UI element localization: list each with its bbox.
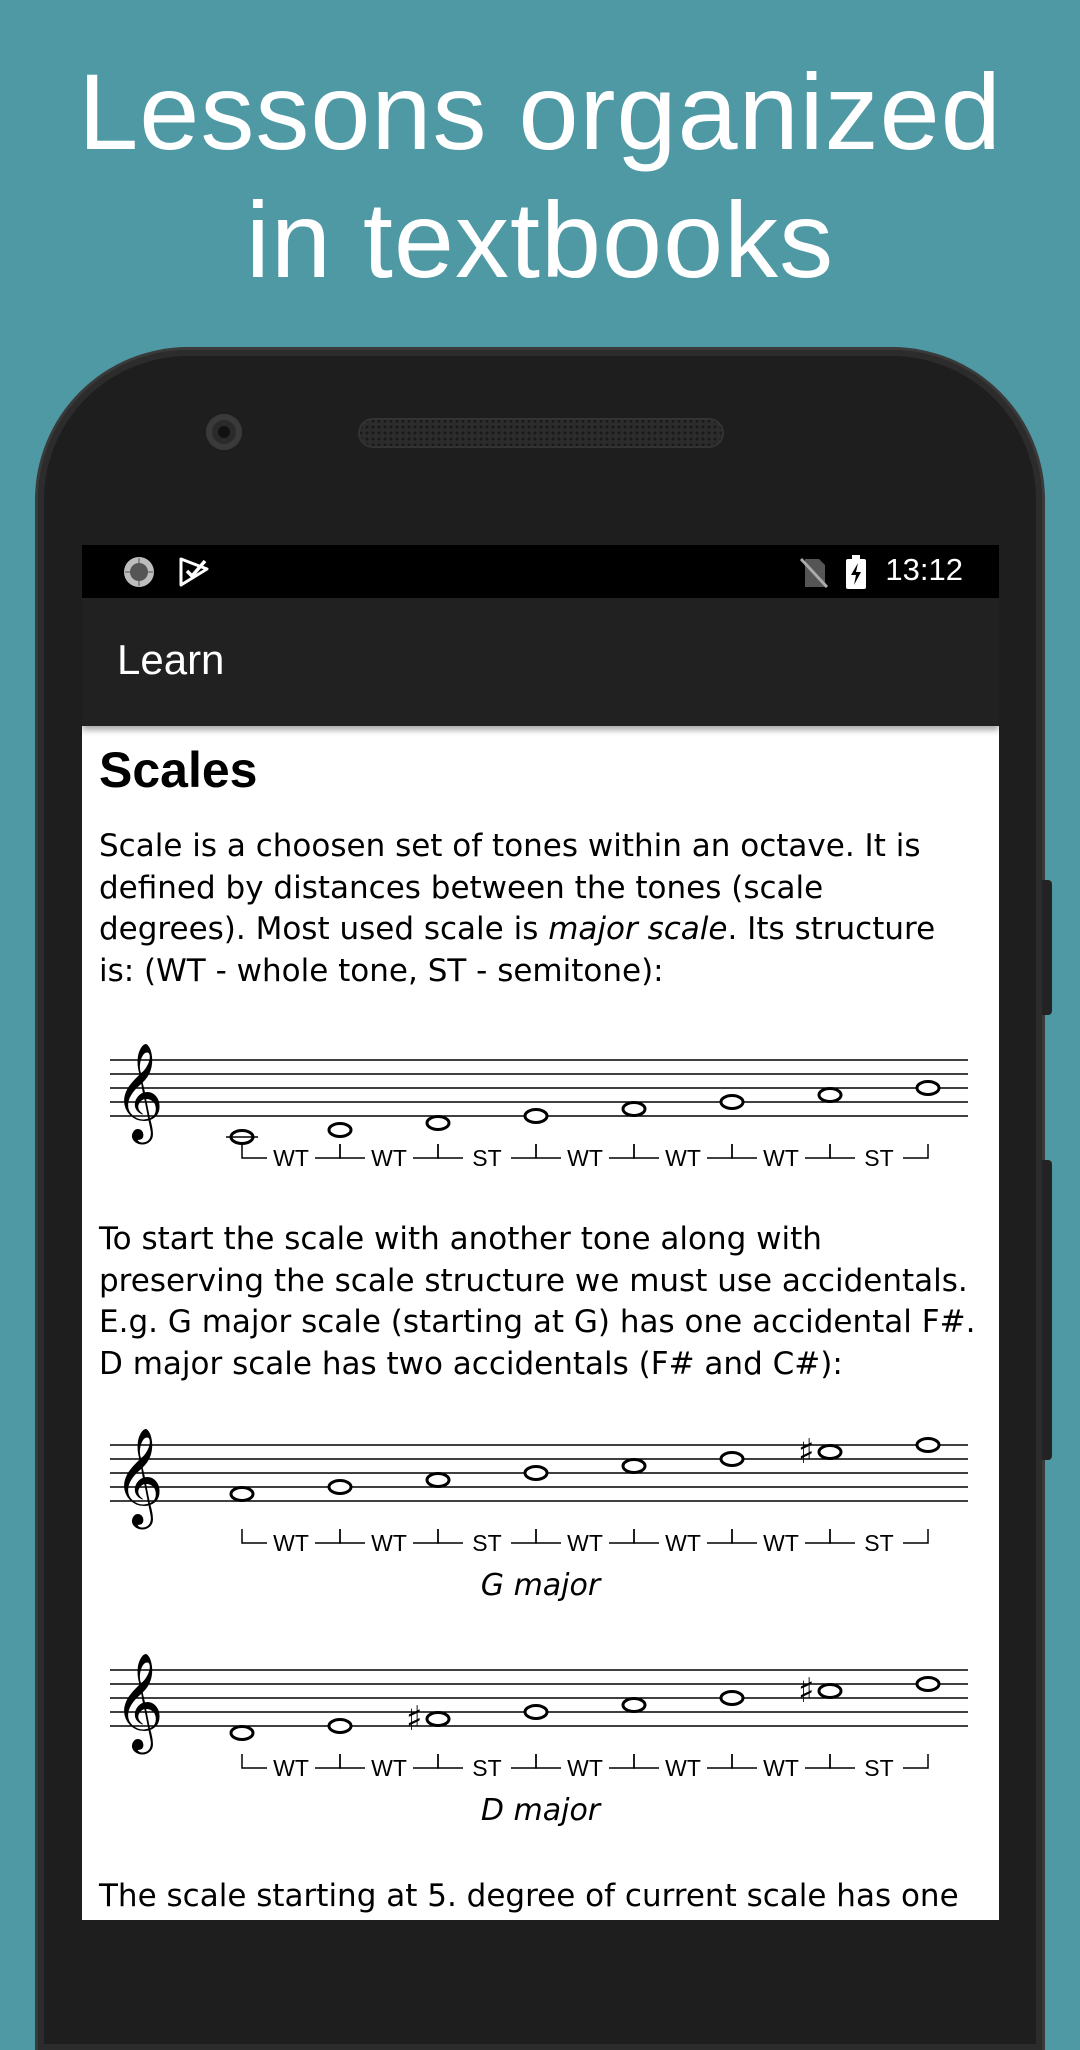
app-bar bbox=[82, 598, 999, 726]
interval-label: WT bbox=[273, 1530, 309, 1556]
interval-label: WT bbox=[665, 1755, 701, 1781]
treble-clef-icon: 𝄞 bbox=[114, 1427, 164, 1525]
interval-label: WT bbox=[371, 1145, 407, 1171]
sharp-icon: ♯ bbox=[798, 1671, 815, 1711]
c-major-notes bbox=[226, 1082, 939, 1144]
interval-label: WT bbox=[665, 1145, 701, 1171]
lesson-paragraph-intro bbox=[99, 826, 979, 992]
lesson-paragraph-fifth-degree: The scale starting at 5. degree of current scale has one bbox=[99, 1878, 959, 1914]
treble-clef-icon: 𝄞 bbox=[114, 1042, 164, 1140]
sharp-icon: ♯ bbox=[798, 1432, 815, 1472]
d-major-notes bbox=[231, 1678, 939, 1740]
interval-label: ST bbox=[472, 1530, 502, 1556]
battery-charging-icon bbox=[845, 555, 867, 589]
interval-label: WT bbox=[273, 1755, 309, 1781]
intro-text-start: Scale is a choosen set of tones within an octave. It is defined by distances between the tones (scale degrees). Most used scale is bbox=[99, 828, 921, 947]
promo-title-line1: Lessons organized bbox=[78, 51, 1002, 172]
phone-side-button-upper bbox=[1042, 880, 1052, 1015]
g-major-notes bbox=[231, 1439, 939, 1501]
interval-label: ST bbox=[472, 1145, 502, 1171]
interval-label: WT bbox=[567, 1145, 603, 1171]
phone-side-button-lower bbox=[1042, 1160, 1052, 1460]
interval-label: WT bbox=[763, 1530, 799, 1556]
lesson-paragraph-accidentals: To start the scale with another tone along with preserving the scale structure we must use accidentals. E.g. G major scale (starting at G) has one accidental F#. D major scale has two accidentals (F# and C#): bbox=[99, 1221, 976, 1382]
interval-label: WT bbox=[665, 1530, 701, 1556]
status-time: 13:12 bbox=[885, 552, 963, 587]
caption-g-major: G major bbox=[480, 1568, 601, 1603]
lesson-content[interactable] bbox=[82, 726, 999, 1920]
staff-c-major bbox=[110, 1036, 970, 1176]
intro-text-emphasis: major scale bbox=[548, 911, 728, 947]
interval-label: ST bbox=[864, 1145, 894, 1171]
sync-circle-icon bbox=[122, 555, 156, 589]
interval-label: ST bbox=[472, 1755, 502, 1781]
interval-label: ST bbox=[864, 1530, 894, 1556]
interval-label: WT bbox=[763, 1145, 799, 1171]
interval-label: WT bbox=[273, 1145, 309, 1171]
intro-text-end: . Its structure is: (WT - whole tone, ST - semitone): bbox=[99, 911, 936, 989]
interval-labels-d bbox=[242, 1754, 928, 1781]
phone-screen bbox=[82, 545, 999, 1920]
lesson-heading: Scales bbox=[99, 742, 258, 798]
treble-clef-icon: 𝄞 bbox=[114, 1652, 164, 1750]
interval-labels-c bbox=[242, 1144, 928, 1171]
interval-label: WT bbox=[567, 1530, 603, 1556]
interval-label: WT bbox=[371, 1530, 407, 1556]
app-bar-title: Learn bbox=[117, 636, 225, 683]
staff-d-major bbox=[110, 1646, 970, 1786]
status-bar bbox=[82, 545, 999, 598]
interval-label: ST bbox=[864, 1755, 894, 1781]
play-store-icon bbox=[177, 555, 211, 589]
promo-title bbox=[0, 48, 1080, 304]
interval-label: WT bbox=[371, 1755, 407, 1781]
caption-d-major: D major bbox=[480, 1793, 601, 1828]
interval-label: WT bbox=[763, 1755, 799, 1781]
staff-g-major bbox=[110, 1421, 970, 1561]
interval-label: WT bbox=[567, 1755, 603, 1781]
interval-labels-g bbox=[242, 1529, 928, 1556]
promo-title-line2: in textbooks bbox=[245, 179, 835, 300]
no-sim-icon bbox=[799, 557, 829, 589]
sharp-icon: ♯ bbox=[406, 1699, 423, 1739]
phone-camera bbox=[206, 414, 242, 450]
phone-speaker-grille bbox=[358, 418, 724, 448]
